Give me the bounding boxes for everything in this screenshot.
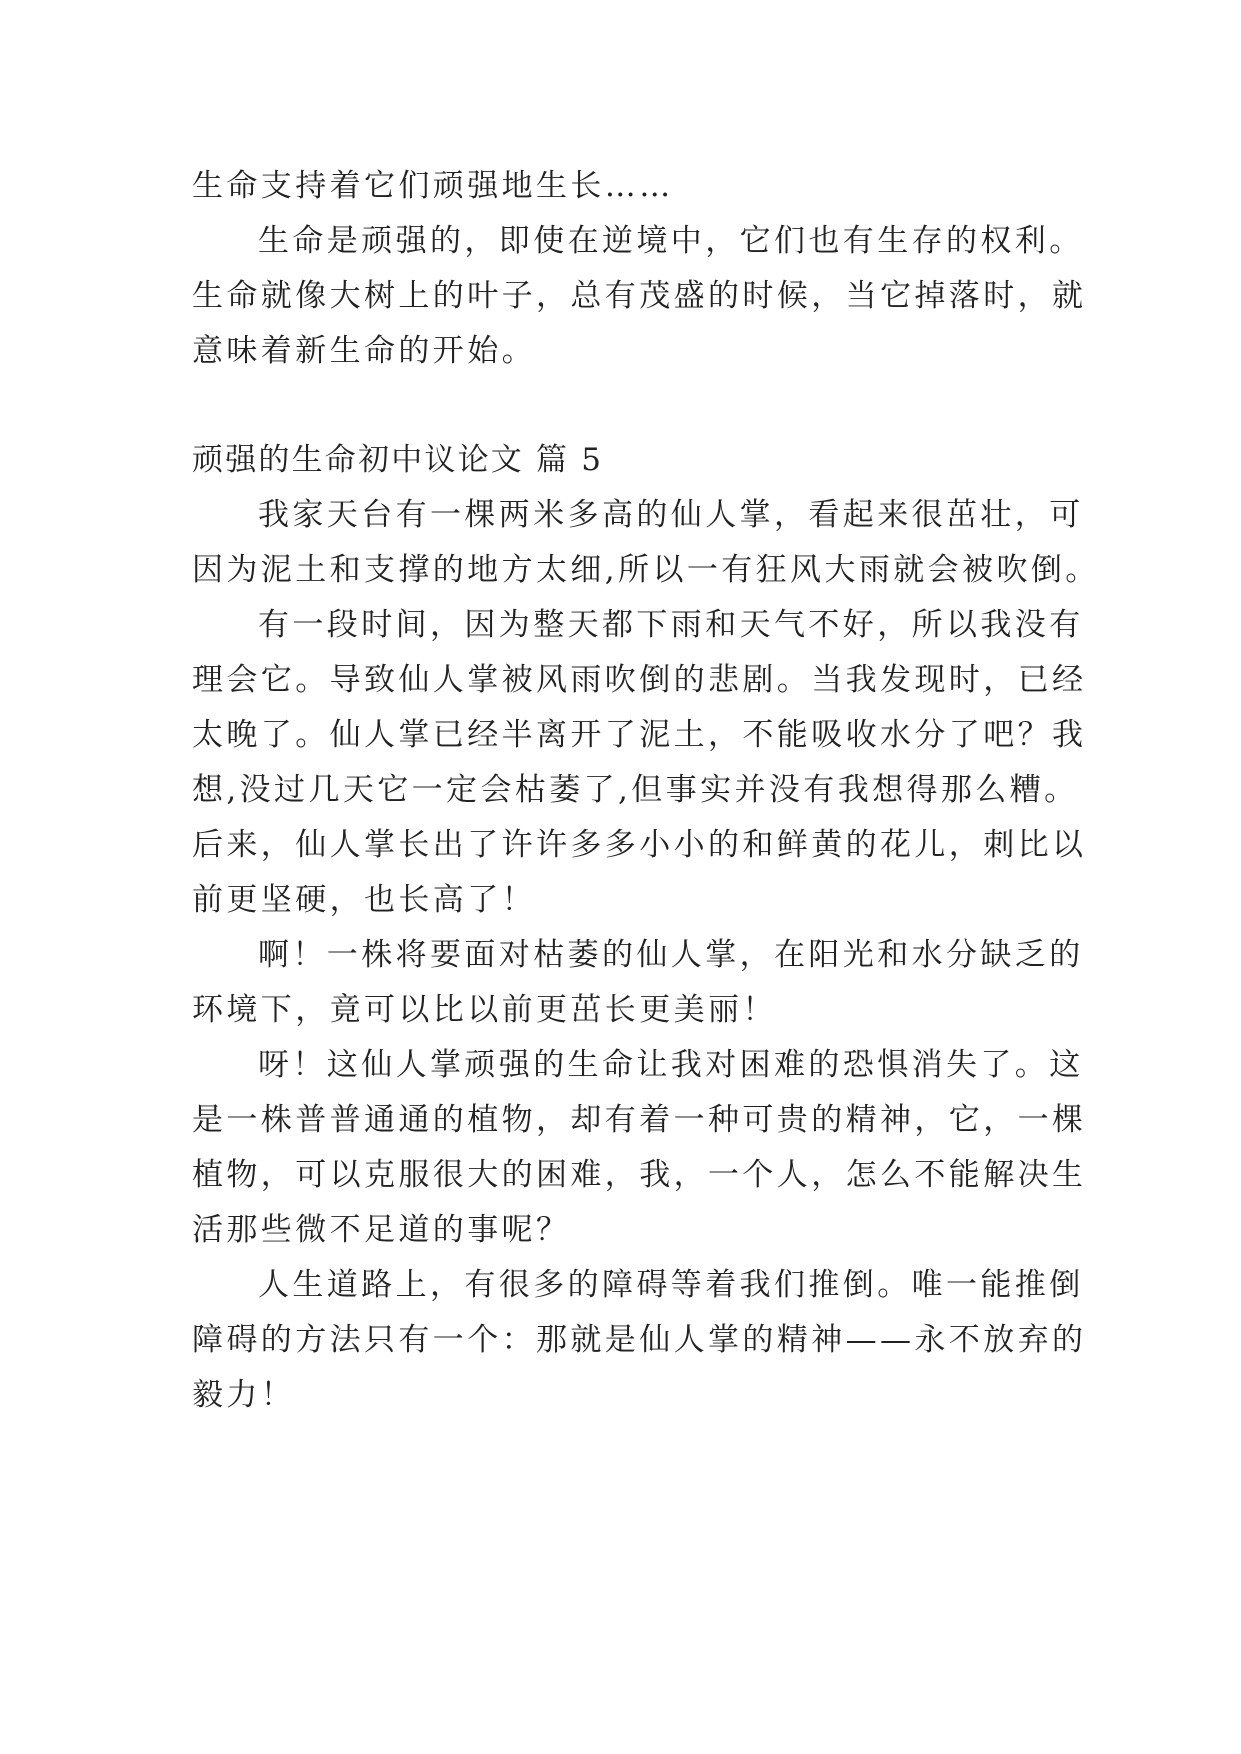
text-line: 前更坚硬，也长高了！ bbox=[192, 882, 536, 918]
paragraph-start-line: 有一段时间，因为整天都下雨和天气不好，所以我没有 bbox=[258, 607, 1084, 643]
text-line: 后来，仙人掌长出了许许多多小小的和鲜黄的花儿，刺比以 bbox=[192, 827, 1087, 863]
text-line: 太晚了。仙人掌已经半离开了泥土，不能吸收水分了吧？我 bbox=[192, 717, 1087, 753]
paragraph-start-line: 呀！这仙人掌顽强的生命让我对困难的恐惧消失了。这 bbox=[258, 1047, 1084, 1083]
text-line: 障碍的方法只有一个：那就是仙人掌的精神——永不放弃的 bbox=[192, 1322, 1087, 1358]
paragraph-start-line: 人生道路上，有很多的障碍等着我们推倒。唯一能推倒 bbox=[258, 1267, 1084, 1303]
text-line: 因为泥土和支撑的地方太细,所以一有狂风大雨就会被吹倒。 bbox=[192, 552, 1100, 588]
text-line: 活那些微不足道的事呢？ bbox=[192, 1212, 571, 1248]
text-line: 意味着新生命的开始。 bbox=[192, 333, 536, 369]
text-line: 生命支持着它们顽强地生长…… bbox=[192, 168, 674, 204]
text-line: 理会它。导致仙人掌被风雨吹倒的悲剧。当我发现时，已经 bbox=[192, 662, 1087, 698]
paragraph-start-line: 我家天台有一棵两米多高的仙人掌，看起来很茁壮，可 bbox=[258, 497, 1084, 533]
paragraph-start-line: 生命是顽强的，即使在逆境中，它们也有生存的权利。 bbox=[258, 223, 1084, 259]
text-line: 毅力！ bbox=[192, 1377, 296, 1413]
text-line: 是一株普普通通的植物，却有着一种可贵的精神，它，一棵 bbox=[192, 1102, 1087, 1138]
text-line: 植物，可以克服很大的困难，我，一个人，怎么不能解决生 bbox=[192, 1157, 1087, 1193]
text-line: 环境下，竟可以比以前更茁长更美丽！ bbox=[192, 992, 777, 1028]
paragraph-start-line: 啊！一株将要面对枯萎的仙人掌，在阳光和水分缺乏的 bbox=[258, 937, 1084, 973]
text-line: 生命就像大树上的叶子，总有茂盛的时候，当它掉落时，就 bbox=[192, 278, 1087, 314]
section-heading: 顽强的生命初中议论文 篇 5 bbox=[192, 442, 604, 478]
text-line: 想,没过几天它一定会枯萎了,但事实并没有我想得那么糟。 bbox=[192, 772, 1079, 808]
